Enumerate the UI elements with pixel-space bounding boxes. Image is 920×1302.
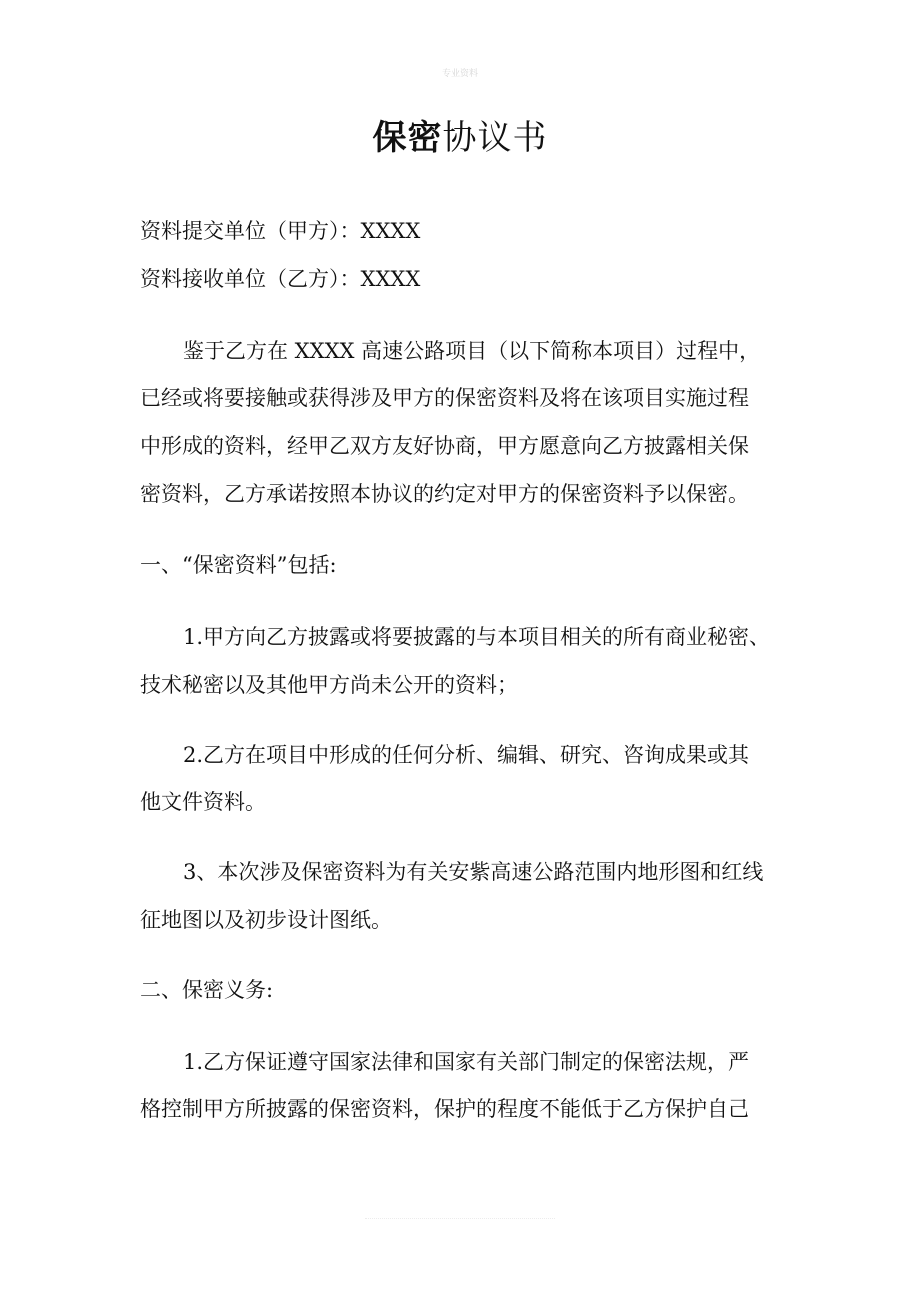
section-2-item-1-line: 1.乙方保证遵守国家法律和国家有关部门制定的保密法规，严 — [183, 1050, 750, 1074]
section-1-item-2-line: 他文件资料。 — [140, 790, 266, 814]
section-1-heading: 一、“保密资料”包括: — [140, 553, 337, 577]
footer-divider — [365, 1218, 555, 1219]
party-a-line: 资料提交单位（甲方）：XXXX — [140, 219, 421, 243]
section-2-item-1-line: 格控制甲方所披露的保密资料，保护的程度不能低于乙方保护自己 — [140, 1097, 749, 1121]
section-1-item-2-line: 2.乙方在项目中形成的任何分析、编辑、研究、咨询成果或其 — [183, 743, 750, 767]
title-bold-part: 保密 — [372, 118, 443, 158]
preamble-line: 中形成的资料，经甲乙双方友好协商，甲方愿意向乙方披露相关保 — [140, 434, 749, 458]
section-1-item-3-line: 3、本次涉及保密资料为有关安紫高速公路范围内地形图和红线 — [183, 860, 764, 884]
party-b-line: 资料接收单位（乙方）：XXXX — [140, 267, 421, 291]
section-1-item-3-line: 征地图以及初步设计图纸。 — [140, 908, 392, 932]
header-watermark: 专业资料 — [441, 69, 478, 79]
section-1-item-1-line: 技术秘密以及其他甲方尚未公开的资料； — [140, 673, 518, 697]
preamble-line: 鉴于乙方在 XXXX 高速公路项目（以下简称本项目）过程中， — [183, 339, 761, 363]
section-2-heading: 二、保密义务: — [140, 978, 274, 1002]
preamble-line: 密资料，乙方承诺按照本协议的约定对甲方的保密资料予以保密。 — [140, 482, 749, 506]
document-title — [0, 110, 920, 159]
section-1-item-1-line: 1.甲方向乙方披露或将要披露的与本项目相关的所有商业秘密、 — [183, 625, 771, 649]
preamble-line: 已经或将要接触或获得涉及甲方的保密资料及将在该项目实施过程 — [140, 386, 749, 410]
title-normal-part: 协议书 — [442, 118, 548, 158]
